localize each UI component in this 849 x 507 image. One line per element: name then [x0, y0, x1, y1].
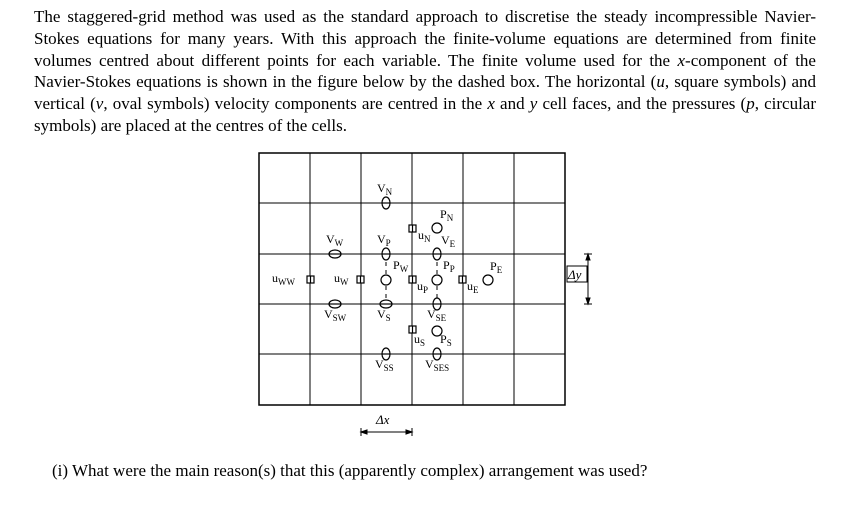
- u-symbol-uN: [409, 225, 416, 232]
- label-vW: $V_W$: [326, 232, 344, 248]
- v-symbol-vW: [329, 250, 341, 258]
- intro-paragraph: The staggered-grid method was used as the standard approach to discretise the steady incompressible Navier-Stokes equations for many years. With this approach the finite-volume equations are determined from finite volumes centred about different points for each variable. The finite volume used for the x-component of the Navier-Stokes equations is shown in the figure below by the dashed box. The horizontal (u, square symbols) and vertical (v, oval symbols) velocity components are centred in the x and y cell faces, and the pressures (p, circular symbols) are placed at the centres of the cells.: [34, 7, 817, 135]
- label-uE: $u_E$: [467, 279, 479, 295]
- dimension-dy: [584, 254, 592, 304]
- label-uP: $u_P$: [417, 279, 429, 295]
- label-vN: $V_N$: [377, 181, 393, 197]
- p-symbol-pE: [483, 275, 493, 285]
- label-uWW: $u_{WW}$: [272, 271, 295, 287]
- label-vSE: $V_{SE}$: [427, 307, 447, 323]
- dimension-dx: [361, 428, 412, 436]
- v-symbol-vP: [382, 248, 390, 260]
- label-pE: $P_E$: [490, 259, 503, 275]
- label-uN: $u_N$: [418, 228, 431, 244]
- p-symbol-pN: [432, 223, 442, 233]
- label-vP: $V_P$: [377, 232, 391, 248]
- label-dy: Δy: [568, 267, 582, 282]
- label-pS: $P_S$: [440, 332, 452, 348]
- v-symbol-vE: [433, 248, 441, 260]
- u-symbol-uW: [357, 276, 364, 283]
- label-uS: $u_S$: [414, 332, 426, 348]
- question-text: (i) What were the main reason(s) that this (apparently complex) arrangement was used?: [52, 461, 648, 480]
- label-vSW: $V_{SW}$: [324, 307, 347, 323]
- u-symbol-uP: [409, 276, 416, 283]
- p-symbol-pW: [381, 275, 391, 285]
- label-uW: $u_W$: [334, 271, 349, 287]
- label-dx: Δx: [376, 412, 390, 427]
- p-symbol-pP: [432, 275, 442, 285]
- u-symbol-uE: [459, 276, 466, 283]
- label-pW: $P_W$: [393, 258, 409, 274]
- label-vE: $V_E$: [441, 233, 456, 249]
- label-vS: $V_S$: [377, 307, 391, 323]
- u-symbol-uWW: [307, 276, 314, 283]
- v-symbol-vN: [382, 197, 390, 209]
- label-pN: $P_N$: [440, 207, 454, 223]
- label-pP: $P_P$: [443, 258, 455, 274]
- v-symbol-vSES: [433, 348, 441, 360]
- label-vSES: $V_{SES}$: [425, 357, 450, 373]
- label-vSS: $V_{SS}$: [375, 357, 394, 373]
